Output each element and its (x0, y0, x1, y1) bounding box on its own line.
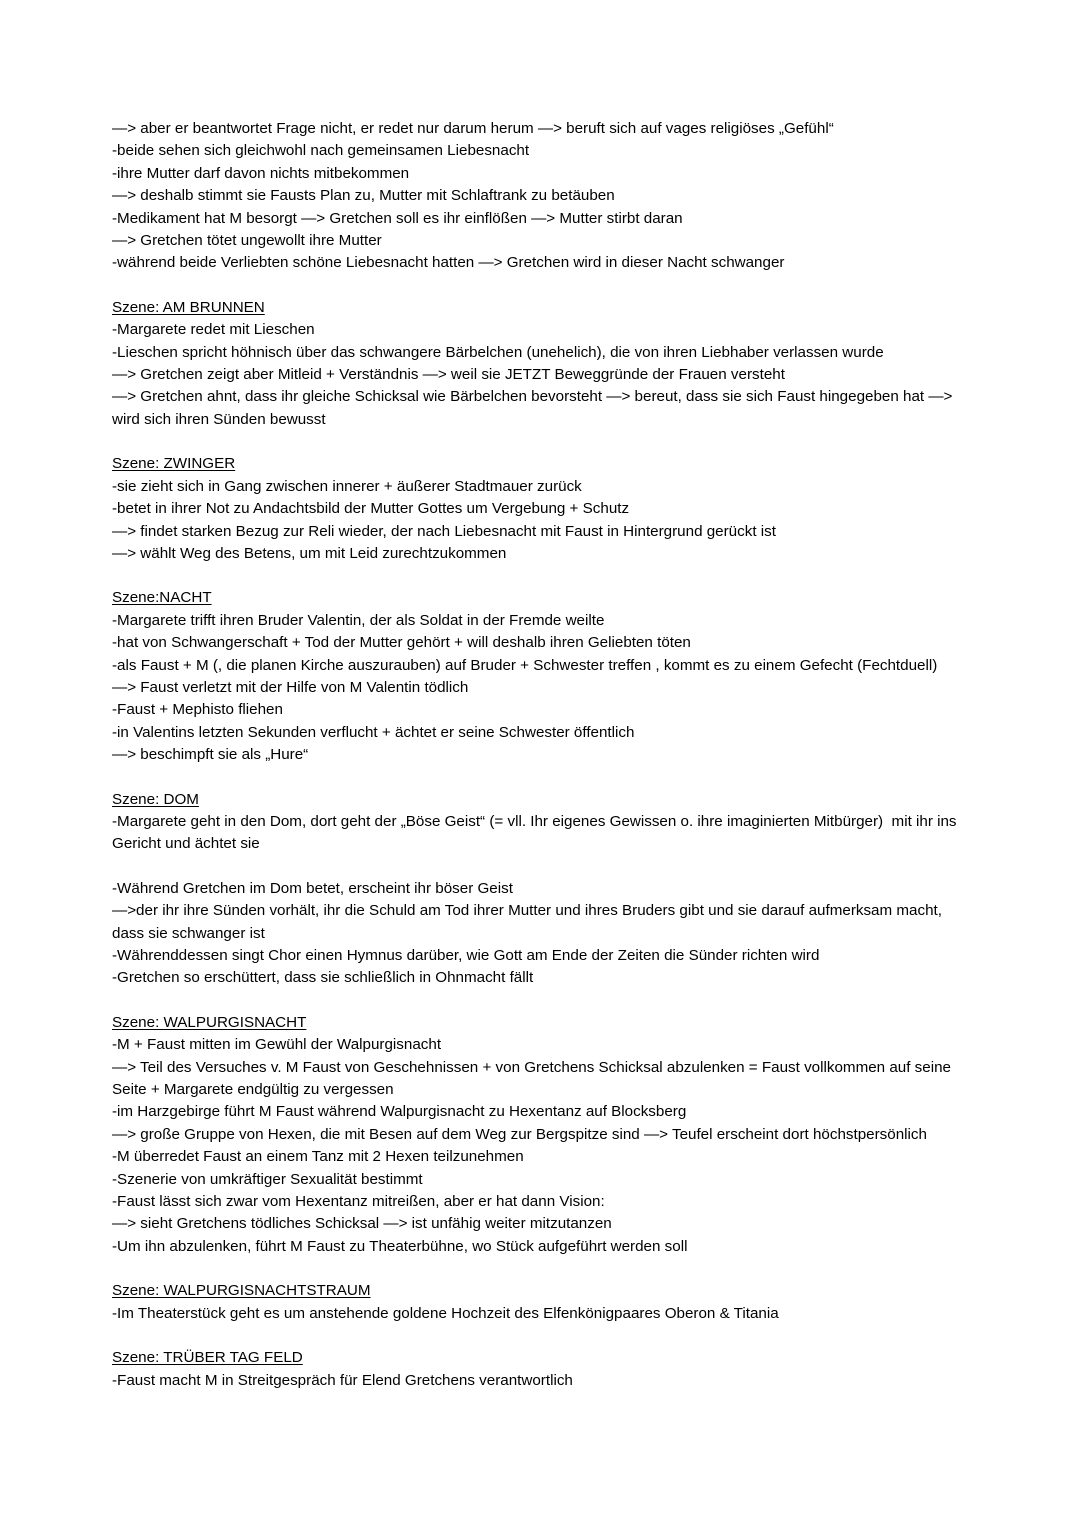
paragraph-spacer (112, 431, 970, 453)
text-block (112, 878, 970, 990)
scene-heading: Szene: WALPURGISNACHT (112, 1013, 307, 1031)
text-line: -Faust lässt sich zwar vom Hexentanz mitreißen, aber er hat dann Vision: (112, 1193, 605, 1211)
text-line: -während beide Verliebten schöne Liebesnacht hatten —> Gretchen wird in dieser Nacht schwanger (112, 254, 785, 272)
text-line: -beide sehen sich gleichwohl nach gemeinsamen Liebesnacht (112, 142, 530, 160)
text-line: —> aber er beantwortet Frage nicht, er redet nur darum herum —> beruft sich auf vages religiöses „Gefühl“ (112, 120, 834, 137)
text-line: -Faust macht M in Streitgespräch für Elend Gretchens verantwortlich (112, 1371, 573, 1389)
text-line: —> findet starken Bezug zur Reli wieder, der nach Liebesnacht mit Faust in Hintergrund gerückt ist (112, 522, 776, 540)
scene-section (112, 1347, 970, 1392)
text-line: —> beschimpft sie als „Hure“ (112, 746, 309, 764)
text-line: —> Faust verletzt mit der Hilfe von M Valentin tödlich (112, 678, 469, 696)
scene-heading: Szene:NACHT (112, 589, 212, 607)
text-line: -Medikament hat M besorgt —> Gretchen soll es ihr einflößen —> Mutter stirbt daran (112, 209, 683, 227)
text-line: -Währenddessen singt Chor einen Hymnus darüber, wie Gott am Ende der Zeiten die Sünder richten wird (112, 947, 820, 964)
text-line: —> Gretchen zeigt aber Mitleid + Verständnis —> weil sie JETZT Beweggründe der Frauen versteht (112, 366, 785, 384)
text-line: -Szenerie von umkräftiger Sexualität bestimmt (112, 1170, 423, 1188)
text-line: -im Harzgebirge führt M Faust während Walpurgisnacht zu Hexentanz auf Blocksberg (112, 1103, 687, 1121)
scene-heading: Szene: TRÜBER TAG FELD (112, 1349, 303, 1367)
text-line: —> Gretchen ahnt, dass ihr gleiche Schicksal wie Bärbelchen bevorsteht —> bereut, dass sie sich Faust hingegeben hat —> wird sich ihren Sünden bewusst (112, 388, 957, 428)
text-line: -Lieschen spricht höhnisch über das schwangere Bärbelchen (unehelich), die von ihren Liebhaber verlassen wurde (112, 343, 884, 361)
scene-section (112, 789, 970, 856)
text-line: —> große Gruppe von Hexen, die mit Besen auf dem Weg zur Bergspitze sind —> Teufel erscheint dort höchstpersönlich (112, 1125, 927, 1143)
text-line: —>der ihr ihre Sünden vorhält, ihr die Schuld am Tod ihrer Mutter und ihres Bruders gibt und sie darauf aufmerksam macht, dass sie schwanger ist (112, 902, 947, 942)
text-line: -Gretchen so erschüttert, dass sie schließlich in Ohnmacht fällt (112, 969, 534, 987)
text-line: -Um ihn abzulenken, führt M Faust zu Theaterbühne, wo Stück aufgeführt werden soll (112, 1237, 688, 1255)
text-line: -Im Theaterstück geht es um anstehende goldene Hochzeit des Elfenkönigpaares Oberon & Titania (112, 1304, 779, 1322)
scene-section (112, 1280, 970, 1325)
text-line: -in Valentins letzten Sekunden verflucht + ächtet er seine Schwester öffentlich (112, 723, 635, 741)
scene-heading: Szene: DOM (112, 790, 199, 808)
text-line: —> sieht Gretchens tödliches Schicksal —> ist unfähig weiter mitzutanzen (112, 1215, 612, 1233)
paragraph-spacer (112, 990, 970, 1012)
text-line: -M + Faust mitten im Gewühl der Walpurgisnacht (112, 1036, 442, 1054)
text-line: —> Gretchen tötet ungewollt ihre Mutter (112, 232, 382, 250)
scene-heading: Szene: WALPURGISNACHTSTRAUM (112, 1282, 371, 1300)
scene-section (112, 587, 970, 766)
scene-heading: Szene: ZWINGER (112, 455, 236, 473)
text-line: —> wählt Weg des Betens, um mit Leid zurechtzukommen (112, 544, 507, 562)
text-line: -als Faust + M (, die planen Kirche auszurauben) auf Bruder + Schwester treffen , kommt es zu einem Gefecht (Fechtduell) (112, 656, 938, 674)
paragraph-spacer (112, 1258, 970, 1280)
text-line: -M überredet Faust an einem Tanz mit 2 Hexen teilzunehmen (112, 1148, 524, 1166)
scene-section (112, 453, 970, 565)
paragraph-spacer (112, 767, 970, 789)
text-line: -ihre Mutter darf davon nichts mitbekommen (112, 164, 410, 182)
text-line: —> Teil des Versuches v. M Faust von Geschehnissen + von Gretchens Schicksal abzulenken = Faust vollkommen auf seine Seite + Margarete endgültig zu vergessen (112, 1058, 956, 1099)
text-block (112, 118, 970, 275)
text-line: -Während Gretchen im Dom betet, erscheint ihr böser Geist (112, 879, 513, 897)
text-line: -Margarete redet mit Lieschen (112, 321, 315, 339)
paragraph-spacer (112, 565, 970, 587)
paragraph-spacer (112, 275, 970, 297)
text-line: -betet in ihrer Not zu Andachtsbild der Mutter Gottes um Vergebung + Schutz (112, 500, 630, 518)
document-body (112, 118, 970, 1392)
text-line: -Margarete trifft ihren Bruder Valentin, der als Soldat in der Fremde weilte (112, 611, 605, 629)
paragraph-spacer (112, 1325, 970, 1347)
text-line: —> deshalb stimmt sie Fausts Plan zu, Mutter mit Schlaftrank zu betäuben (112, 187, 615, 205)
text-line: -Margarete geht in den Dom, dort geht der „Böse Geist“ (= vll. Ihr eigenes Gewissen o. ihre imaginierten Mitbürger) mit ihr ins Gericht und ächtet sie (112, 812, 961, 853)
scene-section (112, 1012, 970, 1258)
scene-heading: Szene: AM BRUNNEN (112, 298, 265, 316)
text-line: -sie zieht sich in Gang zwischen innerer + äußerer Stadtmauer zurück (112, 477, 582, 495)
paragraph-spacer (112, 856, 970, 878)
text-line: -hat von Schwangerschaft + Tod der Mutter gehört + will deshalb ihren Geliebten töten (112, 634, 691, 652)
scene-section (112, 297, 970, 431)
text-line: -Faust + Mephisto fliehen (112, 701, 283, 719)
